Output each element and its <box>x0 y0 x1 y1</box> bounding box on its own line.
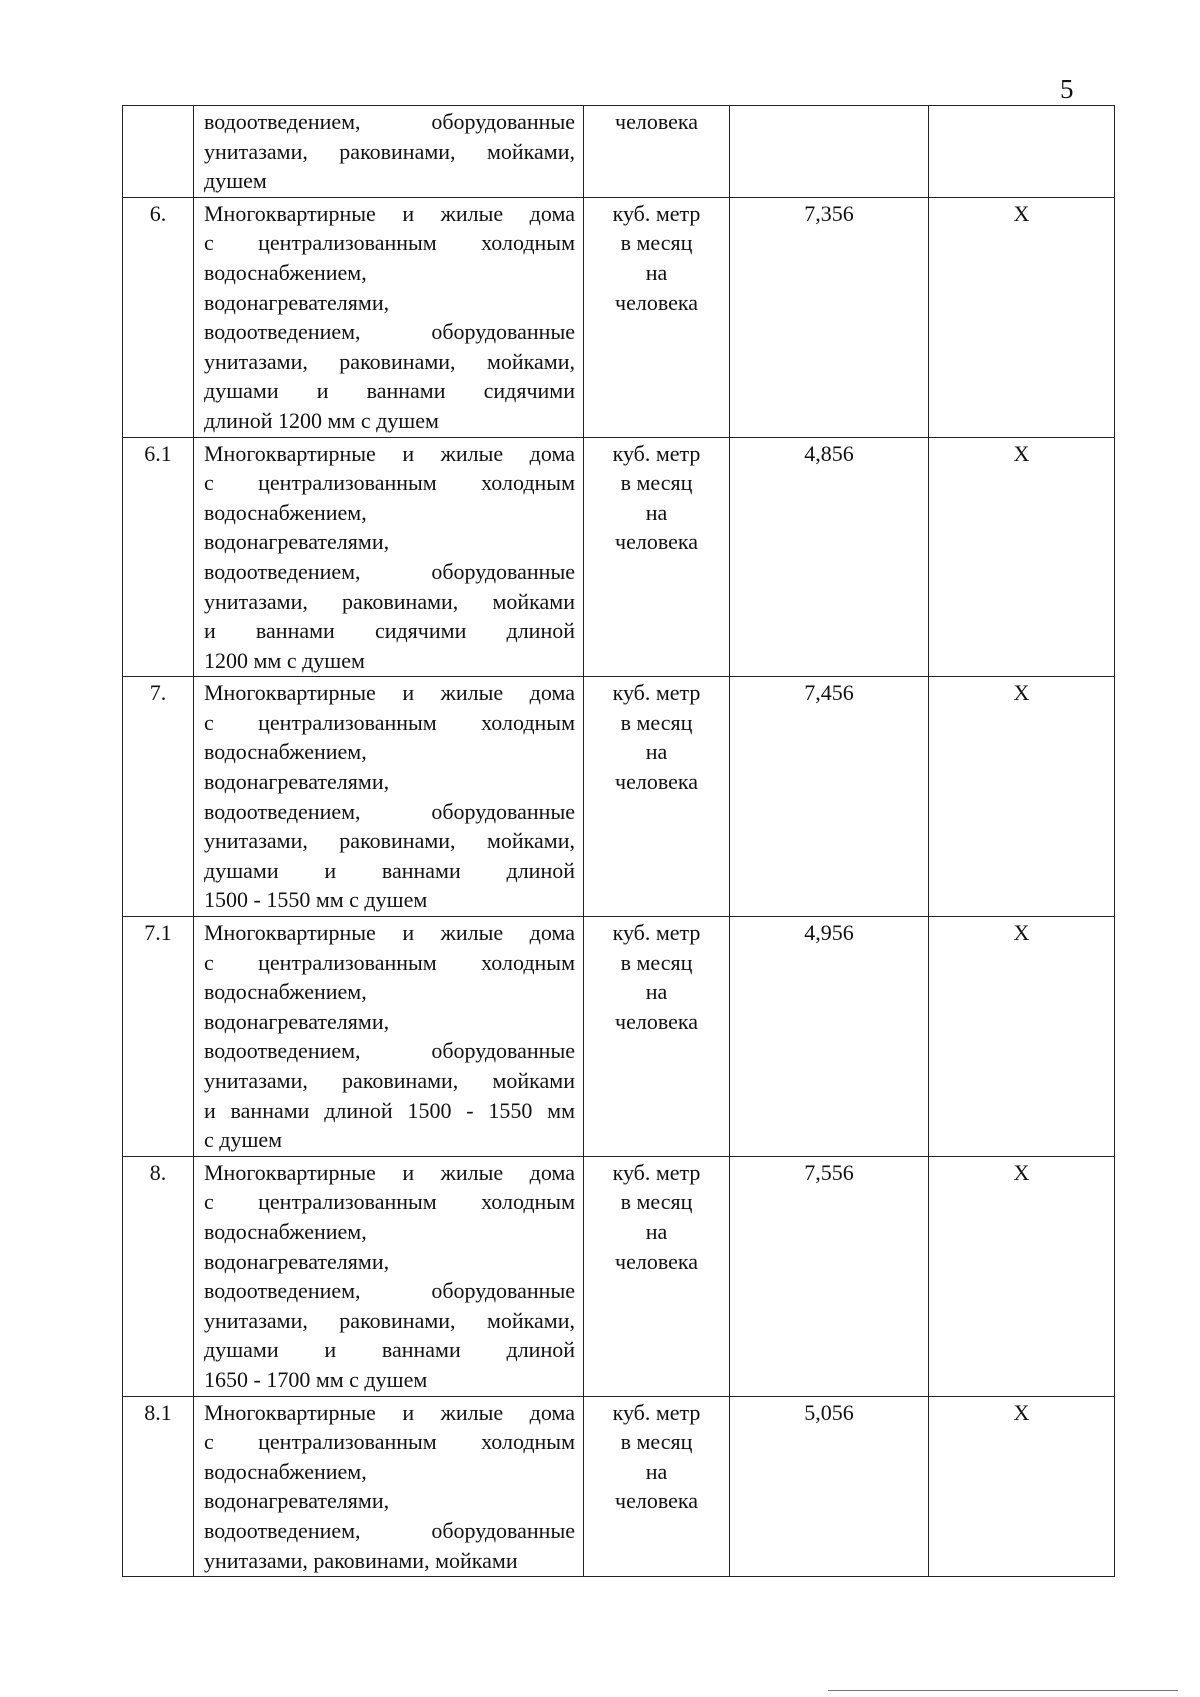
unit-line: в месяц <box>620 470 693 496</box>
table-row <box>123 106 1115 198</box>
row-mark: X <box>929 1396 1115 1577</box>
row-description <box>194 437 584 677</box>
description-line: водоснабжением, <box>204 979 367 1005</box>
description-line: водоснабжением, <box>204 739 367 765</box>
description-line: с душем <box>204 1127 283 1153</box>
row-unit <box>584 106 730 198</box>
unit-line: человека <box>615 1248 698 1274</box>
row-number <box>123 106 194 198</box>
unit-line: на <box>645 1458 668 1484</box>
row-unit <box>584 1156 730 1396</box>
description-line: и ваннами сидячими длиной <box>204 618 575 644</box>
page-number: 5 <box>1060 74 1074 104</box>
unit-line: человека <box>615 1008 698 1034</box>
unit-line: на <box>645 1218 668 1244</box>
description-line: унитазами, раковинами, мойками <box>204 588 575 614</box>
description-line: Многоквартирные и жилые дома <box>204 920 575 946</box>
table-row <box>123 1396 1115 1577</box>
unit-line: в месяц <box>620 709 693 735</box>
description-line: водонагревателями, <box>204 529 390 555</box>
description-line: Многоквартирные и жилые дома <box>204 1399 575 1425</box>
description-line: с централизованным холодным <box>204 1189 575 1215</box>
row-value: 5,056 <box>730 1396 929 1577</box>
row-mark: X <box>929 1156 1115 1396</box>
description-line: 1650 - 1700 мм с душем <box>204 1366 428 1392</box>
row-description <box>194 1156 584 1396</box>
unit-line: в месяц <box>620 230 693 256</box>
description-line: унитазами, раковинами, мойками, <box>204 348 575 374</box>
unit-line: человека <box>615 529 698 555</box>
unit-line: куб. метр <box>612 200 701 226</box>
table-row <box>123 677 1115 917</box>
description-line: с централизованным холодным <box>204 470 575 496</box>
row-mark: X <box>929 917 1115 1157</box>
description-line: с централизованным холодным <box>204 230 575 256</box>
unit-line: в месяц <box>620 1429 693 1455</box>
table-row <box>123 197 1115 437</box>
description-line: 1200 мм с душем <box>204 647 365 673</box>
table-row <box>123 437 1115 677</box>
row-mark: X <box>929 437 1115 677</box>
row-mark: X <box>929 677 1115 917</box>
description-line: водонагревателями, <box>204 1248 390 1274</box>
description-line: водоотведением, оборудованные <box>204 558 575 584</box>
description-line: душами и ваннами сидячими <box>204 378 575 404</box>
row-mark <box>929 106 1115 198</box>
description-line: душем <box>204 168 267 194</box>
unit-line: куб. метр <box>612 680 701 706</box>
description-line: водонагревателями, <box>204 289 390 315</box>
unit-line: куб. метр <box>612 440 701 466</box>
description-line: с централизованным холодным <box>204 949 575 975</box>
row-number: 8. <box>123 1156 194 1396</box>
description-line: водоотведением, оборудованные <box>204 109 575 134</box>
unit-line: на <box>645 739 668 765</box>
unit-line: в месяц <box>620 949 693 975</box>
row-value: 4,856 <box>730 437 929 677</box>
unit-line: куб. метр <box>612 1399 701 1425</box>
row-description <box>194 197 584 437</box>
unit-line: человека <box>615 769 698 795</box>
description-line: водоснабжением, <box>204 259 367 285</box>
description-line: 1500 - 1550 мм с душем <box>204 887 428 913</box>
description-line: водонагревателями, <box>204 1008 390 1034</box>
description-line: водоотведением, оборудованные <box>204 1038 575 1064</box>
description-line: унитазами, раковинами, мойками <box>204 1547 518 1573</box>
row-number: 7.1 <box>123 917 194 1157</box>
unit-line: человека <box>615 109 698 134</box>
description-line: унитазами, раковинами, мойками, <box>204 1307 575 1333</box>
row-number: 6.1 <box>123 437 194 677</box>
description-line: водоснабжением, <box>204 1458 367 1484</box>
row-description <box>194 1396 584 1577</box>
description-line: Многоквартирные и жилые дома <box>204 200 575 226</box>
description-line: душами и ваннами длиной <box>204 1337 575 1363</box>
description-line: и ваннами длиной 1500 - 1550 мм <box>204 1097 575 1123</box>
description-line: водонагревателями, <box>204 769 390 795</box>
description-line: водонагревателями, <box>204 1488 390 1514</box>
row-mark: X <box>929 197 1115 437</box>
unit-line: человека <box>615 1488 698 1514</box>
row-value: 7,456 <box>730 677 929 917</box>
table-row <box>123 917 1115 1157</box>
description-line: унитазами, раковинами, мойками, <box>204 138 575 164</box>
table-row <box>123 1156 1115 1396</box>
description-line: душами и ваннами длиной <box>204 857 575 883</box>
row-description <box>194 106 584 198</box>
unit-line: на <box>645 979 668 1005</box>
unit-line: человека <box>615 289 698 315</box>
row-unit <box>584 197 730 437</box>
row-number: 8.1 <box>123 1396 194 1577</box>
row-description <box>194 677 584 917</box>
norms-table <box>122 105 1115 1577</box>
unit-line: в месяц <box>620 1189 693 1215</box>
description-line: водоснабжением, <box>204 1218 367 1244</box>
description-line: унитазами, раковинами, мойками <box>204 1068 575 1093</box>
footer-rule <box>828 1690 1178 1691</box>
description-line: водоотведением, оборудованные <box>204 1278 575 1304</box>
description-line: водоснабжением, <box>204 499 367 525</box>
description-line: водоотведением, оборудованные <box>204 798 575 824</box>
description-line: с централизованным холодным <box>204 1429 575 1455</box>
row-value: 7,556 <box>730 1156 929 1396</box>
row-number: 7. <box>123 677 194 917</box>
unit-line: на <box>645 259 668 285</box>
description-line: с централизованным холодным <box>204 709 575 735</box>
row-value: 7,356 <box>730 197 929 437</box>
row-value <box>730 106 929 198</box>
description-line: унитазами, раковинами, мойками, <box>204 828 575 854</box>
description-line: Многоквартирные и жилые дома <box>204 440 575 466</box>
row-unit <box>584 917 730 1157</box>
unit-line: куб. метр <box>612 920 701 946</box>
description-line: водоотведением, оборудованные <box>204 1517 575 1543</box>
description-line: Многоквартирные и жилые дома <box>204 680 575 706</box>
row-number: 6. <box>123 197 194 437</box>
norms-table-body <box>123 106 1115 1577</box>
description-line: водоотведением, оборудованные <box>204 319 575 345</box>
unit-line: куб. метр <box>612 1159 701 1185</box>
row-unit <box>584 1396 730 1577</box>
row-value: 4,956 <box>730 917 929 1157</box>
row-unit <box>584 437 730 677</box>
description-line: длиной 1200 мм с душем <box>204 407 439 433</box>
description-line: Многоквартирные и жилые дома <box>204 1159 575 1185</box>
row-description <box>194 917 584 1157</box>
unit-line: на <box>645 499 668 525</box>
row-unit <box>584 677 730 917</box>
